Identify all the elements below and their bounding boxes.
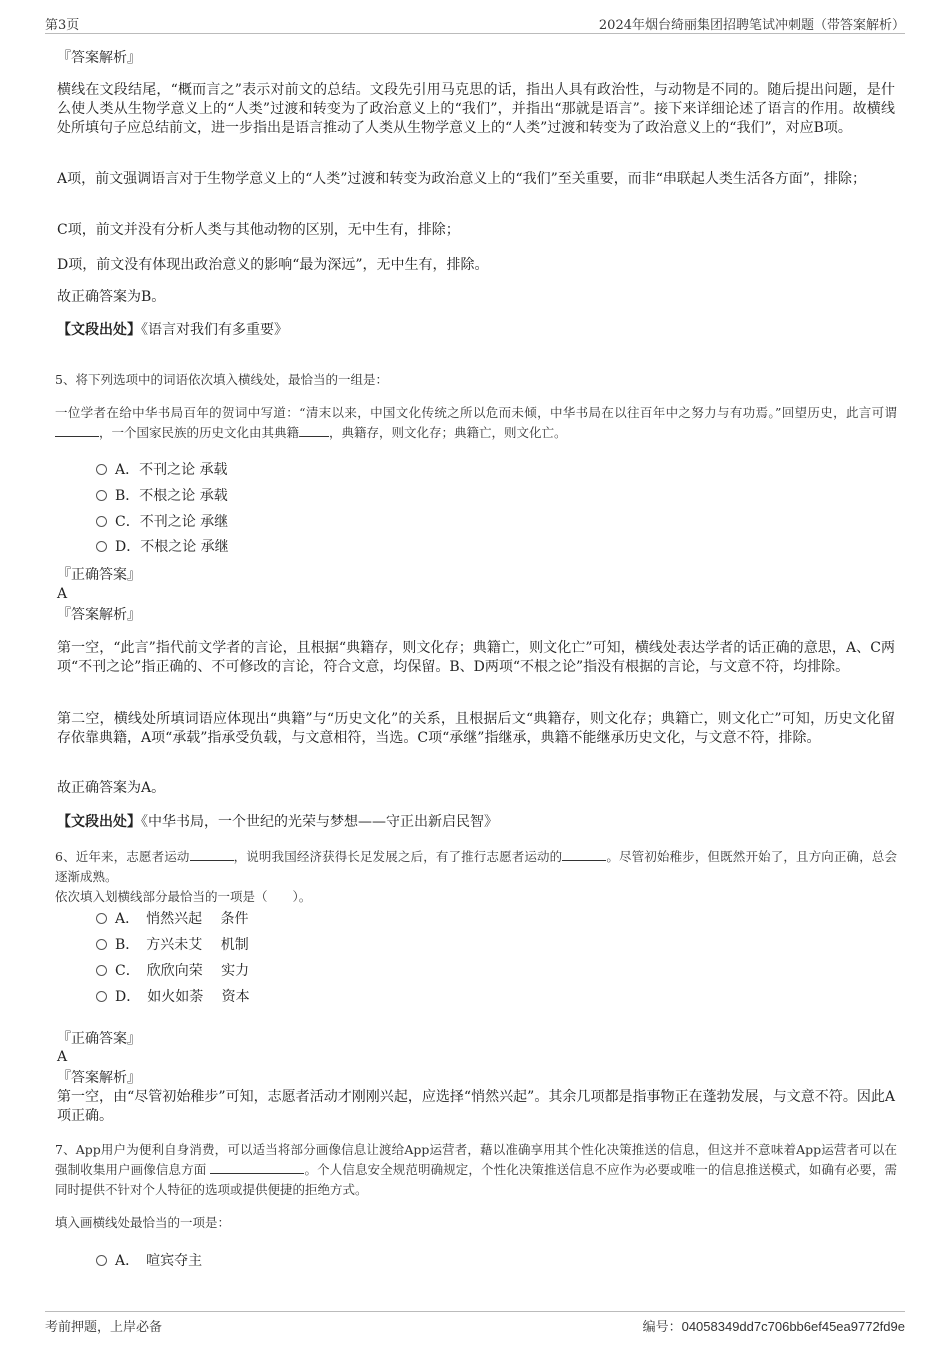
blank-line (210, 1161, 304, 1174)
blank-line (190, 848, 234, 861)
option-label: D．不根之论 承继 (115, 539, 229, 555)
q6-correct-answer: A (57, 1049, 68, 1065)
q6-analysis: 第一空，由“尽管初始稚步”可知，志愿者活动才刚刚兴起，应选择“悄然兴起”。其余几项都是指事物正在蓬勃发展，与文意不符。因此A项正确。 (57, 1089, 895, 1124)
q5-option-b[interactable] (96, 486, 228, 506)
q5-source (57, 813, 895, 832)
q5-analysis-p1: 第一空，“此言”指代前文学者的言论，且根据“典籍存，则文化存；典籍亡，则文化亡”可知，横线处表达学者的话正确的意思，A、C两项“不刊之论”指正确的、不可修改的言论，符合文意，均保留。B、D两项“不根之论”指没有根据的言论，与文意不符，均排除。 (57, 640, 895, 675)
radio-icon[interactable] (96, 464, 107, 475)
q5-analysis-p2: 第二空，横线处所填词语应体现出“典籍”与“历史文化”的关系，且根据后文“典籍存，则文化存；典籍亡，则文化亡”可知，历史文化留存依靠典籍，A项“承载”指承受负载，与文意相符，当选。C项“承继”指继承，典籍不能继承历史文化，与文意不符，排除。 (57, 711, 895, 746)
q6-correct-tag: 『正确答案』 (57, 1031, 141, 1047)
option-label: C．不刊之论 承继 (115, 514, 229, 530)
q5-passage-part-a: 一位学者在给中华书局百年的贺词中写道：“清末以来，中国文化传统之所以危而未倾，中华书局在以往百年中之努力与有功焉。”回望历史，此言可谓 (55, 405, 897, 420)
q5-answer-line: 故正确答案为A。 (57, 780, 166, 796)
q5-stem: 5、将下列选项中的词语依次填入横线处，最恰当的一组是： (55, 372, 388, 387)
blank-line (562, 848, 606, 861)
q4-analysis-p3: C项，前文并没有分析人类与其他动物的区别，无中生有，排除； (57, 222, 460, 238)
q7-stem (55, 1140, 897, 1200)
radio-icon[interactable] (96, 490, 107, 501)
q6-analysis-tag: 『答案解析』 (57, 1070, 141, 1086)
option-label: A．不刊之论 承载 (115, 462, 228, 478)
q6-option-a[interactable] (96, 909, 249, 929)
q4-source (57, 321, 895, 340)
radio-icon[interactable] (96, 913, 107, 924)
blank-line (55, 424, 99, 437)
radio-icon[interactable] (96, 516, 107, 527)
q6-stem-part-a: 6、近年来，志愿者运动 (55, 849, 190, 864)
option-label: B．不根之论 承载 (115, 488, 228, 504)
q5-option-d[interactable] (96, 537, 229, 557)
option-label: B． 方兴未艾 机制 (115, 937, 249, 953)
q7-option-a[interactable] (96, 1251, 202, 1271)
page-footer (45, 1311, 905, 1335)
option-label: A． 悄然兴起 条件 (115, 911, 249, 927)
q5-source-text: 《中华书局，一个世纪的光荣与梦想——守正出新启民智》 (141, 814, 498, 830)
q6-option-b[interactable] (96, 935, 249, 955)
q6-instruction: 依次填入划横线部分最恰当的一项是（ ）。 (55, 889, 312, 904)
q6-stem-part-c: 。尽管初始稚步，但既然开始了，且方向正确，总会逐渐成熟。 (55, 849, 897, 884)
q5-option-a[interactable] (96, 460, 228, 480)
q7-stem-part-b: 。个人信息安全规范明确规定，个性化决策推送信息不应作为必要或唯一的信息推送模式，如确有必要，需同时提供不针对个人特征的选项或提供便捷的拒绝方式。 (55, 1162, 897, 1197)
option-label: D． 如火如荼 资本 (115, 989, 250, 1005)
q6-option-d[interactable] (96, 987, 250, 1007)
radio-icon[interactable] (96, 1255, 107, 1266)
radio-icon[interactable] (96, 541, 107, 552)
radio-icon[interactable] (96, 939, 107, 950)
footer-slogan: 考前押题，上岸必备 (45, 1320, 163, 1335)
q6-stem-part-b: ，说明我国经济获得长足发展之后，有了推行志愿者运动的 (233, 849, 563, 864)
q5-correct-answer: A (57, 586, 68, 602)
q5-correct-tag: 『正确答案』 (57, 567, 141, 583)
q6-stem (55, 847, 897, 887)
radio-icon[interactable] (96, 991, 107, 1002)
q7-instruction: 填入画横线处最恰当的一项是： (55, 1215, 231, 1230)
q5-option-c[interactable] (96, 512, 228, 532)
q7-stem-part-a: 7、App用户为便利自身消费，可以适当将部分画像信息让渡给App运营者，藉以准确享用其个性化决策推送的信息，但这并不意味着App运营者可以在强制收集用户画像信息方面 (55, 1142, 897, 1177)
q5-passage-part-b: ，一个国家民族的历史文化由其典籍 (99, 425, 300, 440)
q4-analysis-p4: D项，前文没有体现出政治意义的影响“最为深远”，无中生有，排除。 (57, 257, 489, 273)
q4-analysis-tag: 『答案解析』 (57, 50, 141, 66)
q4-analysis-p2: A项，前文强调语言对于生物学意义上的“人类”过渡和转变为政治意义上的“我们”至关重要，而非“串联起人类生活各方面”，排除； (57, 171, 867, 187)
radio-icon[interactable] (96, 965, 107, 976)
q4-source-label: 【文段出处】 (57, 322, 141, 338)
q5-analysis-tag: 『答案解析』 (57, 607, 141, 623)
page-header (45, 12, 905, 34)
option-label: C． 欣欣向荣 实力 (115, 963, 250, 979)
blank-line (299, 424, 329, 437)
q5-passage (55, 403, 897, 443)
document-code: 编号：04058349dd7c706bb6ef45ea9772fd9e (642, 1319, 905, 1334)
q5-source-label: 【文段出处】 (57, 814, 141, 830)
q4-analysis-p1: 横线在文段结尾，“概而言之”表示对前文的总结。文段先引用马克思的话，指出人具有政治性，与动物是不同的。随后提出问题，是什么使人类从生物学意义上的“人类”过渡和转变为了政治意义上的“我们”，并指出“那就是语言”。接下来详细论述了语言的作用。故横线处所填句子应总结前文，进一步指出是语言推动了人类从生物学意义上的“人类”过渡和转变为了政治意义上的“我们”，对应B项。 (57, 82, 895, 136)
q4-answer-line: 故正确答案为B。 (57, 289, 166, 305)
q4-source-text: 《语言对我们有多重要》 (141, 322, 288, 338)
q5-passage-part-c: ，典籍存，则文化存；典籍亡，则文化亡。 (329, 425, 567, 440)
q6-option-c[interactable] (96, 961, 249, 981)
document-title: 2024年烟台绮丽集团招聘笔试冲刺题（带答案解析） (598, 18, 905, 33)
page-number: 第3页 (45, 18, 80, 33)
option-label: A． 喧宾夺主 (115, 1253, 203, 1269)
